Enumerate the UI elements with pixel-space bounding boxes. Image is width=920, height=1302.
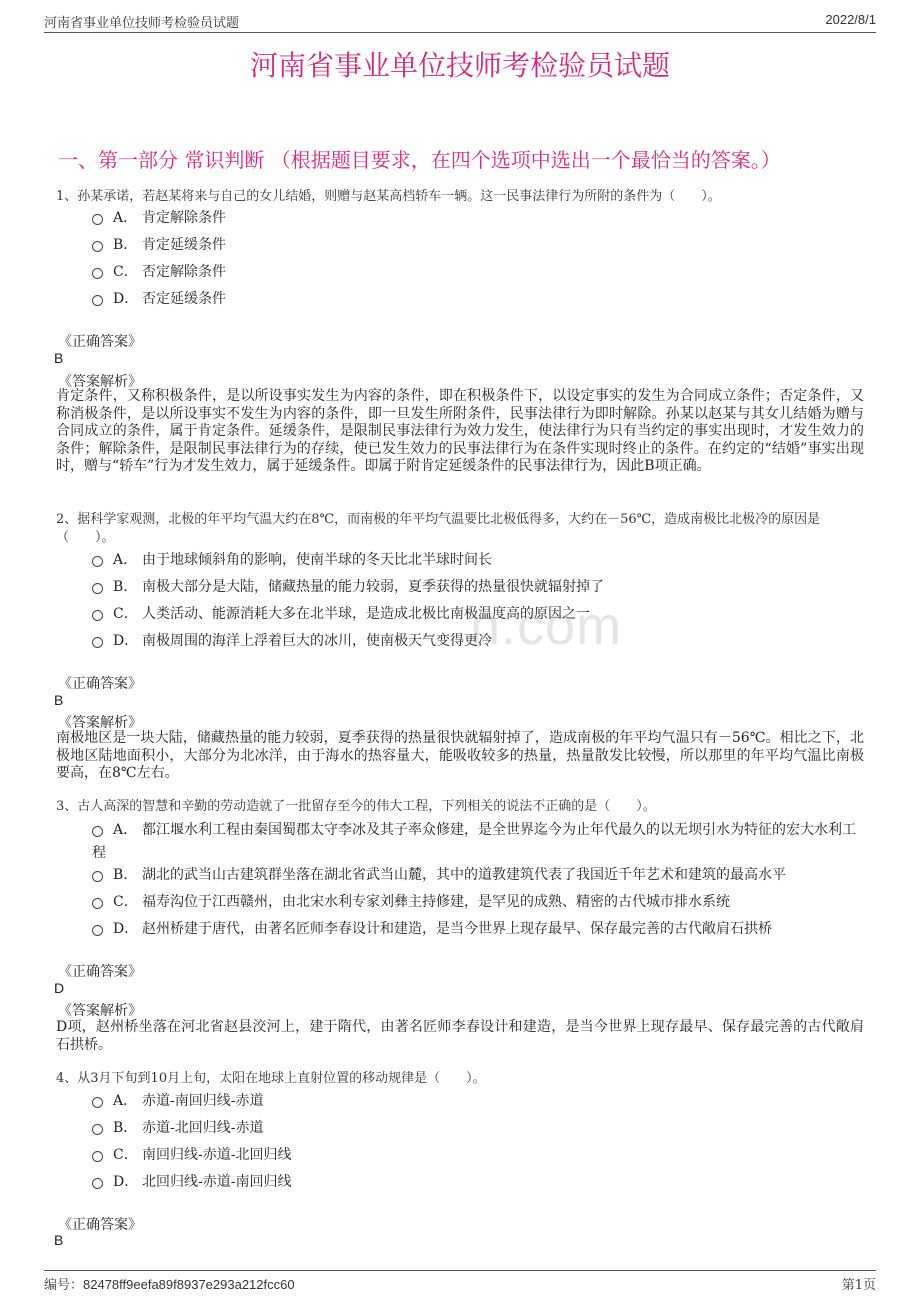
analysis-label: 《答案解析》 [58,1003,142,1019]
option-letter: D． [113,633,139,649]
option-letter: D． [113,921,139,937]
radio-icon[interactable] [92,268,103,279]
option-letter: B． [113,237,138,253]
option-text: 福寿沟位于江西赣州，由北宋水利专家刘彝主持修建，是罕见的成熟、精密的古代城市排水系统 [142,894,730,910]
question-stem: 4、从3月下旬到10月上旬，太阳在地球上直射位置的移动规律是（ ）。 [56,1071,486,1086]
analysis-text: D项，赵州桥坐落在河北省赵县洨河上，建于隋代，由著名匠师李春设计和建造，是当今世界上现存最早、保存最完善的古代敞肩石拱桥。 [56,1019,864,1053]
option-item[interactable] [92,1090,862,1113]
option-letter: C． [113,894,138,910]
radio-icon[interactable] [92,898,103,909]
answer-label: 《正确答案》 [58,1217,142,1233]
option-text: 赵州桥建于唐代，由著名匠师李春设计和建造，是当今世界上现存最早、保存最完善的古代敞肩石拱桥 [142,921,772,937]
option-item[interactable] [92,1171,862,1194]
question-stem: 3、古人高深的智慧和辛勤的劳动造就了一批留存至今的伟大工程，下列相关的说法不正确的是（ ）。 [56,799,656,814]
question-stem: 2、据科学家观测，北极的年平均气温大约在8℃，而南极的年平均气温要比北极低得多，大约在－56℃，造成南极比北极冷的原因是（ ）。 [56,512,821,545]
header-title: 河南省事业单位技师考检验员试题 [44,16,240,31]
option-text: 肯定延缓条件 [142,237,226,253]
option-letter: D． [113,291,139,307]
document-id-label: 编号： [44,1278,84,1293]
option-text: 湖北的武当山古建筑群坐落在湖北省武当山麓，其中的道教建筑代表了我国近千年艺术和建筑的最高水平 [142,867,786,883]
radio-icon[interactable] [92,610,103,621]
radio-icon[interactable] [92,583,103,594]
option-text: 否定解除条件 [142,264,226,280]
answer-value: B [54,692,64,708]
answer-label: 《正确答案》 [58,964,142,980]
section-title: 一、第一部分 常识判断 （根据题目要求，在四个选项中选出一个最恰当的答案。） [58,148,781,172]
option-item[interactable] [92,207,862,230]
option-item[interactable] [92,549,862,572]
option-item[interactable] [92,288,862,311]
option-letter: B． [113,1120,138,1136]
document-id-value: 82478ff9eefa89f8937e293a212fcc60 [83,1277,295,1292]
answer-value: D [54,980,65,996]
radio-icon[interactable] [92,637,103,648]
option-text: 北回归线-赤道-南回归线 [142,1174,292,1190]
option-text: 由于地球倾斜角的影响，使南半球的冬天比北半球时间长 [142,552,492,568]
page-footer [44,1270,876,1293]
option-item[interactable] [92,630,862,653]
document-id [44,1274,295,1293]
page-header [44,10,876,33]
option-letter: B． [113,867,138,883]
option-item[interactable] [92,603,862,626]
option-letter: A． [113,822,138,838]
option-item[interactable] [92,891,862,914]
option-letter: C． [113,606,138,622]
option-text: 都江堰水利工程由秦国蜀郡太守李冰及其子率众修建，是全世界迄今为止年代最久的以无坝引水为特征的宏大水利工程 [92,822,856,861]
option-item[interactable] [92,261,862,284]
analysis-text: 肯定条件，又称积极条件，是以所设事实发生为内容的条件，即在积极条件下，以设定事实的发生为合同成立条件；否定条件，又称消极条件，是以所设事实不发生为内容的条件，即一旦发生所附条件，民事法律行为即时解除。孙某以赵某与其女儿结婚为赠与合同成立的条件，属于肯定条件。延缓条件，是限制民事法律行为效力发生，使法律行为只有当约定的事实出现时，才发生效力的条件；解除条件，是限制民事法律行为的存续，使已发生效力的民事法律行为在条件实现时终止的条件。在约定的“结婚”事实出现时，赠与“轿车”行为才发生效力，属于延缓条件。即属于附肯定延缓条件的民事法律行为，因此B项正确。 [56,388,864,474]
answer-value: B [54,350,64,366]
option-text: 赤道-北回归线-赤道 [142,1120,264,1136]
radio-icon[interactable] [92,214,103,225]
analysis-label: 《答案解析》 [58,715,142,731]
option-letter: C． [113,264,138,280]
option-text: 人类活动、能源消耗大多在北半球，是造成北极比南极温度高的原因之一 [142,606,590,622]
option-letter: A． [113,210,138,226]
option-item[interactable] [92,576,862,599]
option-text: 南极大部分是大陆，储藏热量的能力较弱，夏季获得的热量很快就辐射掉了 [142,579,604,595]
radio-icon[interactable] [92,826,103,837]
radio-icon[interactable] [92,1097,103,1108]
document-title: 河南省事业单位技师考检验员试题 [249,49,670,82]
radio-icon[interactable] [92,1151,103,1162]
option-text: 南回归线-赤道-北回归线 [142,1147,292,1163]
option-item[interactable] [92,819,862,865]
option-letter: A． [113,1093,138,1109]
watermark: n.com [470,596,623,656]
answer-value: B [54,1232,64,1248]
radio-icon[interactable] [92,241,103,252]
option-letter: A． [113,552,138,568]
option-text: 南极周围的海洋上浮着巨大的冰川，使南极天气变得更冷 [142,633,492,649]
option-item[interactable] [92,864,862,887]
option-text: 赤道-南回归线-赤道 [142,1093,264,1109]
question-stem: 1、孙某承诺，若赵某将来与自己的女儿结婚，则赠与赵某高档轿车一辆。这一民事法律行为所附的条件为（ ）。 [56,189,721,204]
option-item[interactable] [92,234,862,257]
answer-label: 《正确答案》 [58,334,142,350]
option-item[interactable] [92,1144,862,1167]
option-letter: C． [113,1147,138,1163]
page-number: 第1页 [841,1278,876,1293]
option-letter: B． [113,579,138,595]
option-letter: D． [113,1174,139,1190]
radio-icon[interactable] [92,1124,103,1135]
option-item[interactable] [92,918,862,941]
analysis-label: 《答案解析》 [58,374,142,390]
analysis-text: 南极地区是一块大陆，储藏热量的能力较弱，夏季获得的热量很快就辐射掉了，造成南极的年平均气温只有－56℃。相比之下，北极地区陆地面积小，大部分为北冰洋，由于海水的热容量大，能吸收较多的热量，热量散发比较慢，所以那里的年平均气温比南极要高，在8℃左右。 [56,730,864,781]
header-date: 2022/8/1 [825,12,876,27]
radio-icon[interactable] [92,556,103,567]
option-text: 否定延缓条件 [142,291,226,307]
radio-icon[interactable] [92,925,103,936]
option-text: 肯定解除条件 [142,210,226,226]
radio-icon[interactable] [92,295,103,306]
option-item[interactable] [92,1117,862,1140]
answer-label: 《正确答案》 [58,676,142,692]
radio-icon[interactable] [92,871,103,882]
radio-icon[interactable] [92,1178,103,1189]
